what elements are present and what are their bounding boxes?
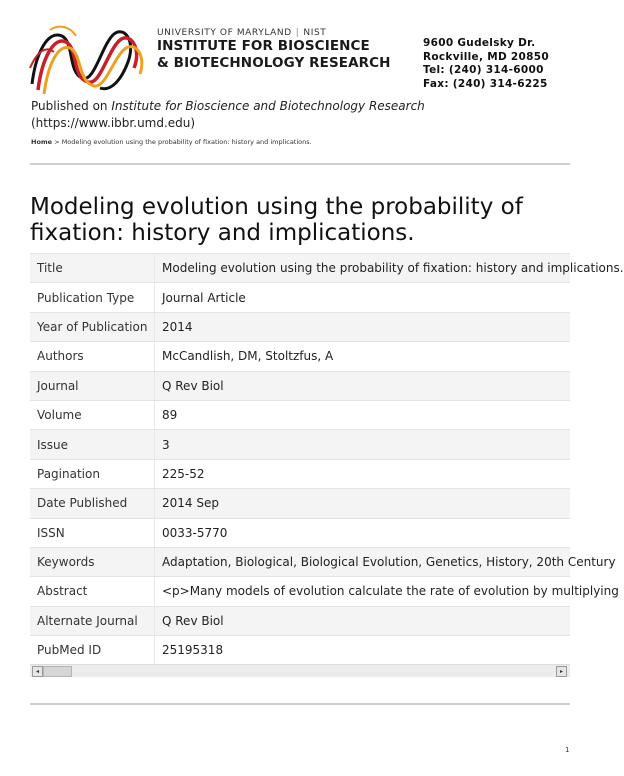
university-name: UNIVERSITY OF MARYLAND xyxy=(157,28,292,38)
table-row xyxy=(30,606,570,635)
address-fax: Fax: (240) 314-6225 xyxy=(423,77,548,90)
ibbr-logo xyxy=(28,22,148,98)
table-row xyxy=(30,459,570,488)
address-street: 9600 Gudelsky Dr. xyxy=(423,37,536,49)
horizontal-scrollbar[interactable] xyxy=(30,664,570,677)
table-row xyxy=(30,547,570,576)
row-label: Year of Publication xyxy=(30,312,155,341)
institute-line-1: INSTITUTE FOR BIOSCIENCE xyxy=(157,38,370,54)
nist-name: NIST xyxy=(303,28,327,38)
breadcrumb xyxy=(31,138,312,146)
row-value[interactable]: 25195318 xyxy=(155,636,571,665)
page-title: Modeling evolution using the probability of fixation: history and implications. xyxy=(30,194,523,246)
biblio-table-container xyxy=(30,253,624,664)
table-row xyxy=(30,430,570,459)
institute-name xyxy=(157,28,391,72)
row-label: Alternate Journal xyxy=(30,606,155,635)
table-row xyxy=(30,636,570,665)
scroll-left-icon[interactable]: ◂ xyxy=(32,666,43,677)
row-label: PubMed ID xyxy=(30,636,155,665)
scroll-thumb[interactable] xyxy=(43,666,72,677)
row-value: 0033-5770 xyxy=(155,518,571,547)
row-label: Volume xyxy=(30,400,155,429)
published-on xyxy=(31,98,425,132)
address-block xyxy=(423,37,549,91)
table-row xyxy=(30,371,570,400)
published-prefix: Published on xyxy=(31,99,112,113)
row-value: 225-52 xyxy=(155,459,571,488)
published-site-name[interactable]: Institute for Bioscience and Biotechnology Research xyxy=(111,99,425,113)
row-label: Title xyxy=(30,254,155,283)
row-value[interactable]: Adaptation, Biological, Biological Evolution, Genetics, History, 20th Century xyxy=(155,547,571,576)
biblio-table xyxy=(30,253,624,665)
address-city: Rockville, MD 20850 xyxy=(423,50,549,63)
breadcrumb-separator: > xyxy=(52,138,62,146)
row-value: 2014 xyxy=(155,312,571,341)
published-url[interactable]: (https://www.ibbr.umd.edu) xyxy=(31,116,196,130)
row-value: Modeling evolution using the probability of fixation: history and implications. xyxy=(155,254,571,283)
scroll-right-icon[interactable]: ▸ xyxy=(556,666,567,677)
divider-top xyxy=(30,163,570,165)
table-row xyxy=(30,518,570,547)
table-row xyxy=(30,577,570,606)
table-row xyxy=(30,342,570,371)
university-separator: | xyxy=(295,28,300,38)
table-row xyxy=(30,400,570,429)
institute-line-2: & BIOTECHNOLOGY RESEARCH xyxy=(157,55,391,71)
row-label: Date Published xyxy=(30,489,155,518)
table-row xyxy=(30,312,570,341)
row-value: 89 xyxy=(155,400,571,429)
row-label: ISSN xyxy=(30,518,155,547)
row-label: Publication Type xyxy=(30,283,155,312)
university-line xyxy=(157,28,391,38)
row-value: Journal Article xyxy=(155,283,571,312)
address-tel: Tel: (240) 314-6000 xyxy=(423,64,544,76)
table-row xyxy=(30,489,570,518)
row-value: 3 xyxy=(155,430,571,459)
table-row xyxy=(30,283,570,312)
row-label: Authors xyxy=(30,342,155,371)
row-value: Q Rev Biol xyxy=(155,606,571,635)
page-number: 1 xyxy=(565,746,570,754)
divider-bottom xyxy=(30,703,570,705)
row-label: Pagination xyxy=(30,459,155,488)
row-label: Journal xyxy=(30,371,155,400)
row-label: Abstract xyxy=(30,577,155,606)
row-value: <p>Many models of evolution calculate the rate of evolution by multiplying xyxy=(155,577,571,606)
breadcrumb-current: Modeling evolution using the probability of fixation: history and implications. xyxy=(61,138,312,146)
breadcrumb-home[interactable]: Home xyxy=(31,138,53,146)
row-label: Issue xyxy=(30,430,155,459)
table-row xyxy=(30,254,570,283)
row-label: Keywords xyxy=(30,547,155,576)
row-value[interactable]: McCandlish, DM, Stoltzfus, A xyxy=(155,342,571,371)
row-value: 2014 Sep xyxy=(155,489,571,518)
row-value: Q Rev Biol xyxy=(155,371,571,400)
